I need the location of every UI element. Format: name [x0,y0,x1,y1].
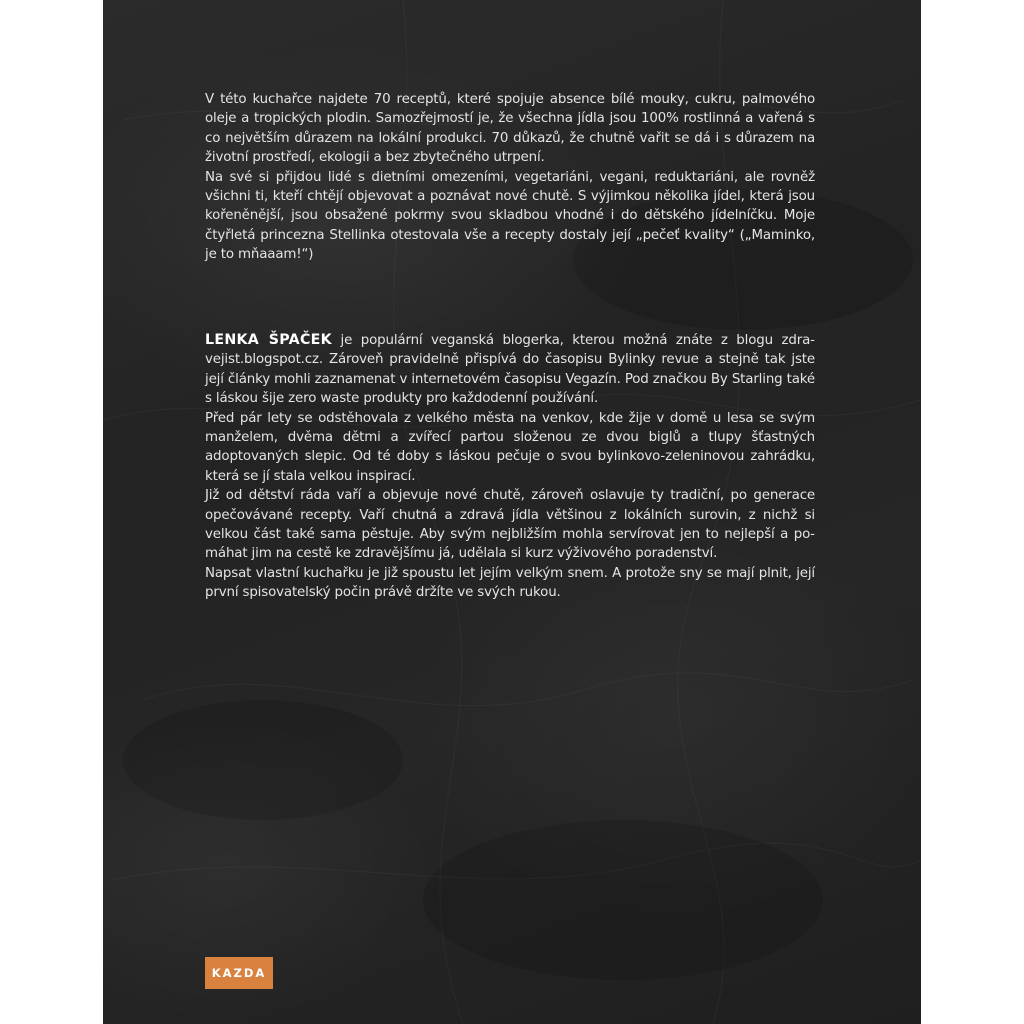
author-bio-paragraph [205,331,815,409]
author-bio-paragraph: Napsat vlastní kuchařku je již spoustu let jejím velkým snem. A protože sny se mají plnit, její první spisovatelský počin právě držíte ve svých rukou. [205,565,815,601]
publisher-logo: KAZDA [205,957,273,989]
intro-text [205,90,815,265]
author-bio-paragraph: Již od dětství ráda vaří a objevuje nové chutě, zároveň oslavuje ty tradiční, po generace opečovávané recepty. Vaří chutná a zdravá jídla většinou z lokálních surovin, z nichž si velkou část také sama pěstuje. Aby svým nejbližším mohla servírovat jen to nejlepší a pomáhat jim na cestě ke zdravějšímu já, udělala si kurz výživového poradenství. [205,488,815,562]
author-bio [205,331,815,603]
author-bio-lead: je populární veganská blogerka, kterou možná znáte z blogu zdravejist.blogspot.cz. Zároveň pravidelně přispívá do časopisu Bylinky revue a stejně tak jste její články mohli zaznamenat v internetovém časopisu Vegazín. Pod značkou By Starling také s láskou šije zero waste produkty pro každodenní používání. [205,333,815,407]
author-bio-paragraph: Před pár lety se odstěhovala z velkého města na venkov, kde žije v domě u lesa se svým manželem, dvěma dětmi a zvířecí partou složenou ze dvou biglů a tlupy šťastných adoptovaných slepic. Od té doby s láskou pečuje o svou bylinkovo-zeleninovou zahrádku, která se jí stala velkou inspirací. [205,410,815,484]
intro-paragraph: V této kuchařce najdete 70 receptů, které spojuje absence bílé mouky, cukru, palmového oleje a tropických plodin. Samozřejmostí je, že všechna jídla jsou 100% rostlinná a vařená s co největším důrazem na lokální produkci. 70 důkazů, že chutně vařit se dá i s důrazem na životní prostředí, ekologii a bez zbytečného utrpení. [205,92,815,166]
book-back-cover [103,0,921,1024]
intro-paragraph: Na své si přijdou lidé s dietními omezeními, vegetariáni, vegani, reduktariáni, ale rovněž všichni ti, kteří chtějí objevovat a poznávat nové chutě. S výjimkou několika jídel, která jsou kořeněnější, jsou obsažené pokrmy svou skladbou vhodné i do dětského jídelníčku. Moje čtyřletá princezna Stellinka otestovala vše a recepty dostaly její „pečeť kvality“ („Maminko, je to mňaaam!“) [205,169,815,263]
author-name: LENKA ŠPAČEK [205,332,332,348]
